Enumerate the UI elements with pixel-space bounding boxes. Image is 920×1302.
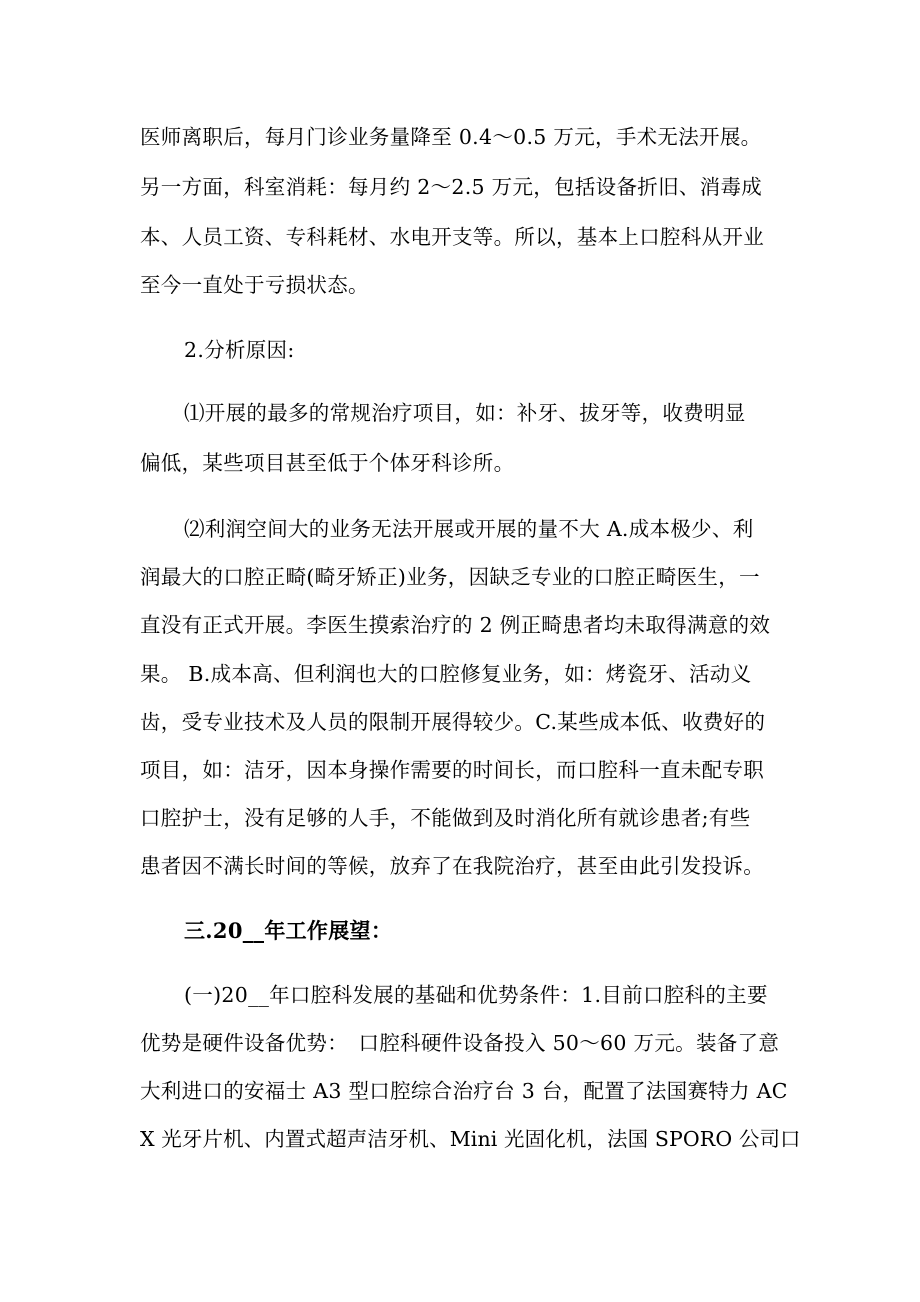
text-line: 果。 B.成本高、但利润也大的口腔修复业务，如：烤瓷牙、活动义: [140, 662, 752, 686]
text-line: 本、人员工资、专科耗材、水电开支等。所以，基本上口腔科从开业: [140, 225, 764, 249]
text-line: 润最大的口腔正畸(畸牙矫正)业务，因缺乏专业的口腔正畸医生，一: [140, 565, 760, 589]
text-line: ⑵利润空间大的业务无法开展或开展的量不大 A.成本极少、利: [184, 517, 754, 541]
text-line: 直没有正式开展。李医生摸索治疗的 2 例正畸患者均未取得满意的效: [140, 613, 771, 637]
text-line: 优势是硬件设备优势： 口腔科硬件设备投入 50～60 万元。装备了意: [140, 1031, 780, 1055]
section-heading: 2.分析原因:: [184, 338, 295, 362]
text-line: (一)20__年口腔科发展的基础和优势条件：1.目前口腔科的主要: [184, 983, 768, 1007]
text-line: X 光牙片机、内置式超声洁牙机、Mini 光固化机，法国 SPORO 公司口: [140, 1127, 801, 1151]
text-line: ⑴开展的最多的常规治疗项目，如：补牙、拔牙等，收费明显: [184, 401, 746, 425]
text-line: 医师离职后，每月门诊业务量降至 0.4～0.5 万元，手术无法开展。: [140, 125, 762, 149]
text-line: 大利进口的安福士 A3 型口腔综合治疗台 3 台，配置了法国赛特力 AC: [140, 1079, 788, 1103]
text-line: 患者因不满长时间的等候，放弃了在我院治疗，甚至由此引发投诉。: [140, 854, 764, 878]
text-line: 齿，受专业技术及人员的限制开展得较少。C.某些成本低、收费好的: [140, 710, 766, 734]
text-line: 口腔护士，没有足够的人手，不能做到及时消化所有就诊患者;有些: [140, 806, 751, 830]
text-line: 偏低，某些项目甚至低于个体牙科诊所。: [140, 451, 515, 475]
text-line: 项目，如：洁牙，因本身操作需要的时间长，而口腔科一直未配专职: [140, 758, 764, 782]
section-heading: 三.20__年工作展望：: [184, 918, 393, 943]
text-line: 另一方面，科室消耗：每月约 2～2.5 万元，包括设备折旧、消毒成: [140, 175, 763, 199]
text-line: 至今一直处于亏损状态。: [140, 273, 369, 297]
